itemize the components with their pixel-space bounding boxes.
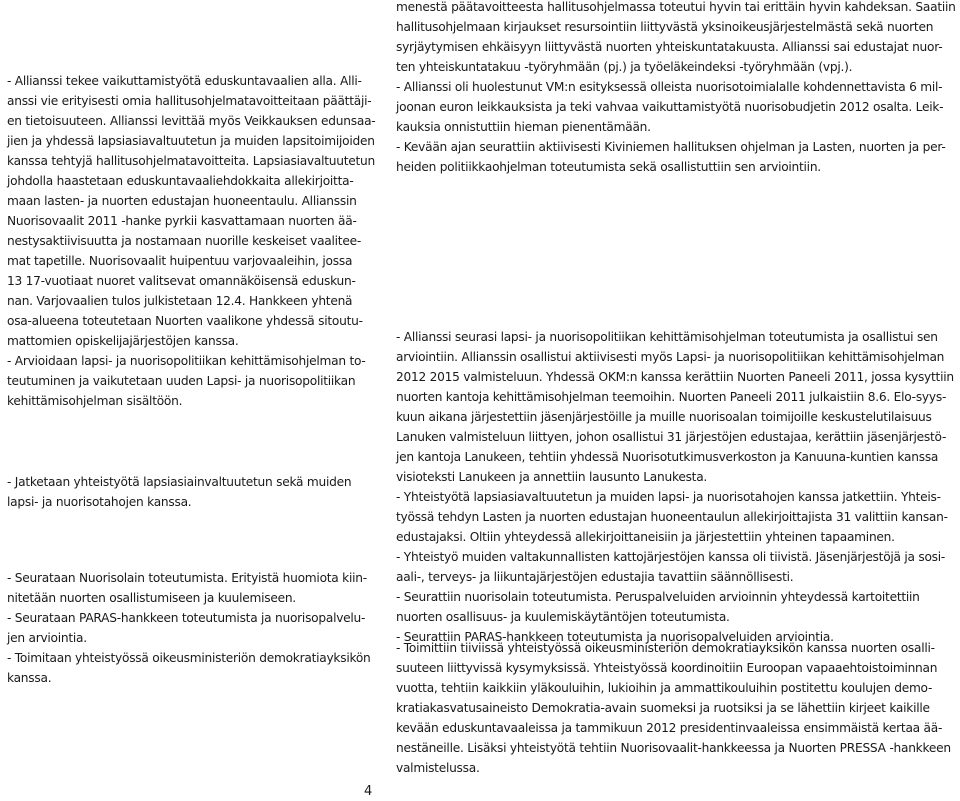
text-line: - Arvioidaan lapsi- ja nuorisopolitiikan kehittämisohjelman to- [7,354,366,368]
text-line: heiden politiikkaohjelman toteutumista sekä osallistuttiin sen arviointiin. [396,160,821,174]
text-line: - Seurataan PARAS-hankkeen toteutumista ja nuorisopalvelu- [7,611,366,625]
text-line: kanssa tehtyjä hallitusohjelmatavoitteita. Lapsiasiavaltuutetun [7,154,375,168]
text-line: mat tapetille. Nuorisovaalit huipentuu varjovaaleihin, jossa [7,254,353,268]
text-line: vuotta, tehtiin kaikkiin yläkouluihin, lukioihin ja ammattikouluihin postitettu koulujen demo- [396,681,933,695]
text-line: osa-alueena toteutetaan Nuorten vaalikone yhdessä sitoutu- [7,314,363,328]
text-line: jen arviointia. [7,631,87,645]
text-line: kevään eduskuntavaaleissa ja tammikuun 2012 presidentinvaaleissa ensimmäistä kertaa ää- [396,721,943,735]
text-line: - Toimitaan yhteistyössä oikeusministeriön demokratiayksikön [7,651,371,665]
text-line: maan lasten- ja nuorten edustajan huoneentaulu. Allianssin [7,194,357,208]
text-line: - Allianssi oli huolestunut VM:n esityksessä olleista nuorisotoimialalle kohdennettavista 6 mil- [396,80,943,94]
page-number: 4 [364,784,373,799]
text-line: suuteen liittyvissä kysymyksissä. Yhteistyössä koordinoitiin Euroopan vapaaehtoistoiminnan [396,661,938,675]
text-line: arviointiin. Allianssin osallistui aktiivisesti myös Lapsi- ja nuorisopolitiikan kehittämisohjelman [396,350,945,364]
right-column-block-1 [396,0,956,177]
text-line: - Seurattiin nuorisolain toteutumista. Peruspalveluiden arvioinnin yhteydessä kartoitettiin [396,590,920,604]
text-line: edustajaksi. Oltiin yhteydessä allekirjoittaneisiin ja järjestettiin yhteinen tapaaminen. [396,530,895,544]
text-line: kuun aikana järjestettiin jäsenjärjestöille ja muille nuorisoalan toimijoille keskustelutilaisuus [396,410,932,424]
text-line: menestä päätavoitteesta hallitusohjelmassa toteutui hyvin tai erittäin hyvin kahdeksan. Saatiin [396,0,956,14]
text-line: kauksia onnistuttiin hieman pienentämään. [396,120,651,134]
text-line: nuorten osallisuus- ja kuulemiskäytäntöjen toteutumista. [396,610,730,624]
text-line: visioteksti Lanukeen ja annettiin lausunto Lanukesta. [396,470,708,484]
text-line: joonan euron leikkauksista ja teki vahvaa vaikuttamistyötä nuorisobudjetin 2012 osalta. Leik- [396,100,944,114]
text-line: Lanuken valmisteluun liittyen, johon osallistui 31 järjestöjen edustajaa, kerättiin jäsenjärjestö- [396,430,947,444]
text-line: nan. Varjovaalien tulos julkistetaan 12.4. Hankkeen yhtenä [7,294,353,308]
text-line: - Seurattiin PARAS-hankkeen toteutumista ja nuorisopalveluiden arviointia. [396,630,834,644]
text-line: Nuorisovaalit 2011 -hanke pyrkii kasvattamaan nuorten ää- [7,214,357,228]
text-line: - Kevään ajan seurattiin aktiivisesti Kiviniemen hallituksen ohjelman ja Lasten, nuorten ja per- [396,140,946,154]
text-line: valmistelussa. [396,761,480,775]
text-line: nestysaktiivisuutta ja nostamaan nuorille keskeiset vaalitee- [7,234,361,248]
text-line: 2012 2015 valmisteluun. Yhdessä OKM:n kanssa kerättiin Nuorten Paneeli 2011, jossa kysyttiin [396,370,954,384]
text-line: nuorten kantoja kehittämisohjelman teemoihin. Nuorten Paneeli 2011 julkaistiin 8.6. Elo-syys- [396,390,947,404]
text-line: kanssa. [7,671,52,685]
text-line: hallitusohjelmaan kirjaukset resursointiin liittyvästä yksinoikeusjärjestelmästä sekä nuorten [396,20,934,34]
text-line: nestäneille. Lisäksi yhteistyötä tehtiin Nuorisovaalit-hankkeessa ja Nuorten PRESSA -hankkeen [396,741,951,755]
text-line: lapsi- ja nuorisotahojen kanssa. [7,495,192,509]
text-line: nitetään nuorten osallistumiseen ja kuulemiseen. [7,591,296,605]
text-line: kratiakasvatusaineisto Demokratia-avain suomeksi ja ruotsiksi ja se lähettiin kirjeet kaikille [396,701,930,715]
text-line: aali-, terveys- ja liikuntajärjestöjen edustajia tavattiin säännöllisesti. [396,570,794,584]
right-column-block-2 [396,327,956,647]
text-line: työssä tehdyn Lasten ja nuorten edustajan huoneentaulun allekirjoittajista 31 valittiin kansan- [396,510,948,524]
text-line: 13 17-vuotiaat nuoret valitsevat omannäköisensä eduskun- [7,274,356,288]
text-line: - Toimittiin tiiviissä yhteistyössä oikeusministeriön demokratiayksikön kanssa nuorten osalli- [396,641,935,655]
text-line: syrjäytymisen ehkäisyyn liittyvästä nuorten yhteiskuntatakuusta. Allianssi sai edustajat nuor- [396,40,943,54]
text-line: mattomien opiskelijajärjestöjen kanssa. [7,334,239,348]
text-line: jien ja yhdessä lapsiasiavaltuutetun ja muiden lapsitoimijoiden [7,134,375,148]
text-line: jen kantoja Lanukeen, tehtiin yhdessä Nuorisotutkimusverkoston ja Kanuuna-kuntien kanssa [396,450,939,464]
text-line: ten yhteiskuntatakuu -työryhmään (pj.) ja työeläkeindeksi -työryhmään (vpj.). [396,60,853,74]
text-line: - Allianssi seurasi lapsi- ja nuorisopolitiikan kehittämisohjelman toteutumista ja osallistui sen [396,330,938,344]
text-line: anssi vie erityisesti omia hallitusohjelmatavoitteitaan päättäji- [7,94,372,108]
text-line: kehittämisohjelman sisältöön. [7,394,183,408]
text-line: en tietoisuuteen. Allianssi levittää myös Veikkauksen edunsaa- [7,114,376,128]
left-column-block-3 [7,568,377,688]
left-column-block-2 [7,472,377,512]
text-line: teutuminen ja vaikutetaan uuden Lapsi- ja nuorisopolitiikan [7,374,356,388]
text-line: - Seurataan Nuorisolain toteutumista. Erityistä huomiota kiin- [7,571,367,585]
text-line: - Yhteistyötä lapsiasiavaltuutetun ja muiden lapsi- ja nuorisotahojen kanssa jatkettiin. Yhteis- [396,490,941,504]
left-column-block-1 [7,71,377,411]
text-line: - Allianssi tekee vaikuttamistyötä eduskuntavaalien alla. Alli- [7,74,362,88]
text-line: - Jatketaan yhteistyötä lapsiasiainvaltuutetun sekä muiden [7,475,352,489]
text-line: johdolla haastetaan eduskuntavaaliehdokkaita allekirjoitta- [7,174,354,188]
right-column-block-3 [396,638,956,778]
text-line: - Yhteistyö muiden valtakunnallisten kattojärjestöjen kanssa oli tiivistä. Jäsenjärjestöjä ja sosi- [396,550,946,564]
